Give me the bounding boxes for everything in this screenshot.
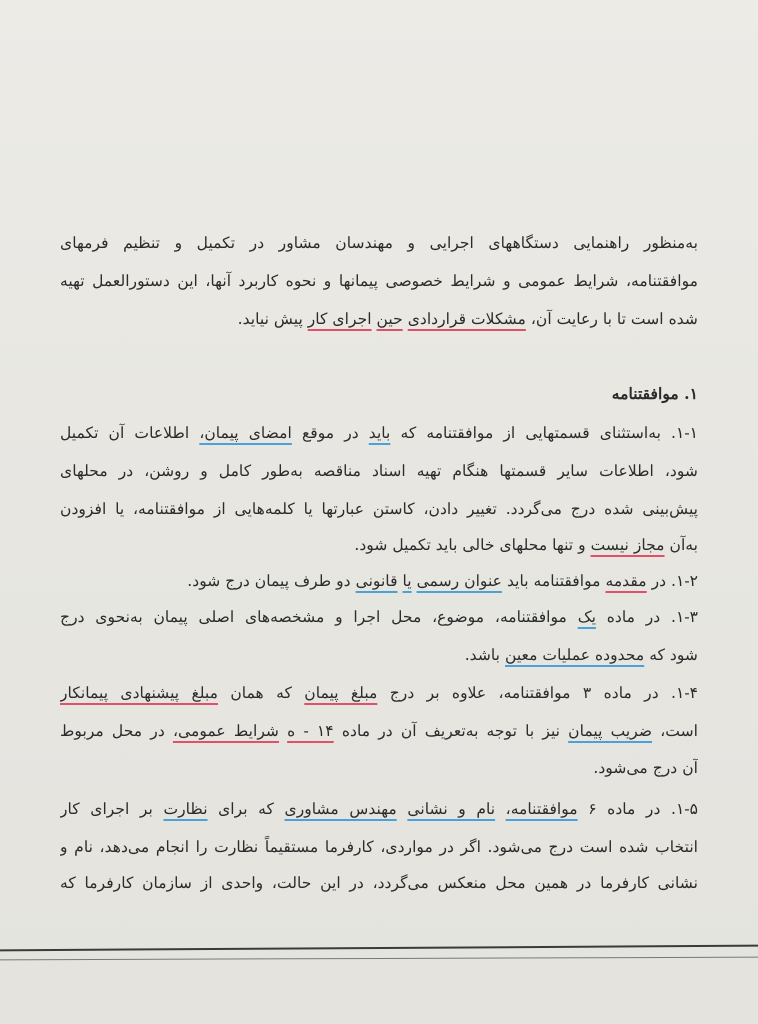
clause-text: ۱-۱. به‌استثنای قسمتهایی از موافقتنامه که xyxy=(400,424,698,442)
highlighted-phrase: مهندس مشاوری xyxy=(284,800,397,818)
highlighted-phrase: محدوده عملیات معین xyxy=(504,646,645,664)
intro-line-1 xyxy=(60,230,698,256)
highlighted-phrase: حین xyxy=(376,310,403,328)
section-heading xyxy=(60,381,698,407)
clause-1-4-line-3 xyxy=(60,755,698,781)
clause-text: باشد. xyxy=(464,646,501,664)
highlighted-phrase: مبلغ پیشنهادی پیمانکار xyxy=(60,684,218,702)
page-edge-divider xyxy=(0,957,758,961)
highlighted-phrase: اجرای کار xyxy=(307,310,372,328)
clause-text: ۱-۳. در ماده xyxy=(606,608,698,626)
intro-line-2 xyxy=(60,268,698,294)
highlighted-phrase: یک xyxy=(577,608,596,626)
highlighted-phrase: امضای پیمان، xyxy=(199,424,292,442)
highlighted-phrase: مبلغ پیمان xyxy=(304,684,378,702)
clause-text: در محل مربوط xyxy=(60,722,165,740)
clause-1-5-line-3 xyxy=(60,870,698,896)
clause-1-1-line-1 xyxy=(60,420,698,446)
highlighted-phrase: شرایط عمومی، xyxy=(172,722,279,740)
highlighted-phrase: یا xyxy=(402,572,412,590)
highlighted-phrase: ۱۴ - ه xyxy=(287,722,334,740)
highlighted-phrase: مقدمه xyxy=(605,572,647,590)
highlighted-phrase: مشکلات قراردادی xyxy=(407,310,526,328)
clause-text: است، xyxy=(660,722,698,740)
intro-text: به‌منظور راهنمایی دستگاههای اجرایی و مهندسان مشاور در تکمیل و تنظیم فرمهای xyxy=(60,234,698,252)
clause-text: که همان xyxy=(230,684,292,702)
clause-1-1-line-4 xyxy=(60,532,698,558)
clause-text: پیش‌بینی شده درج می‌گردد. تغییر دادن، کاستن عبارتها یا کلمه‌هایی از موافقتنامه، یا افزودن xyxy=(60,500,698,518)
clause-1-3-line-1 xyxy=(60,604,698,630)
clause-text: و تنها محلهای خالی باید تکمیل شود. xyxy=(354,536,586,554)
highlighted-phrase: عنوان رسمی xyxy=(416,572,502,590)
highlighted-phrase: ضریب پیمان xyxy=(568,722,653,740)
clause-1-5-line-1 xyxy=(60,796,698,822)
page-edge-divider xyxy=(0,945,758,952)
clause-text: موافقتنامه باید xyxy=(506,572,601,590)
highlighted-phrase: نظارت xyxy=(163,800,208,818)
clause-text: نیز با توجه به‌تعریف آن در ماده xyxy=(341,722,560,740)
clause-text: موافقتنامه، موضوع، محل اجرا و مشخصه‌های اصلی پیمان به‌نحوی درج xyxy=(60,608,567,626)
intro-text: شده است تا با رعایت آن، xyxy=(530,310,698,328)
clause-text: انتخاب شده است درج می‌شود. اگر در مواردی، کارفرما مستقیماً نظارت را انجام می‌دهد، نام و xyxy=(60,838,698,856)
intro-text: موافقتنامه، شرایط عمومی و شرایط خصوصی پیمانها و نحوه کاربرد آنها، این دستورالعمل تهیه xyxy=(60,272,698,290)
highlighted-phrase: باید xyxy=(368,424,391,442)
highlighted-phrase: نام و نشانی xyxy=(407,800,496,818)
clause-1-2-line-1 xyxy=(60,568,698,594)
clause-1-3-line-2 xyxy=(60,642,698,668)
clause-text: ۱-۵. در ماده ۶ xyxy=(588,800,698,818)
clause-text: آن درج می‌شود. xyxy=(593,759,698,777)
intro-text: پیش نیاید. xyxy=(237,310,303,328)
clause-text: ۱-۲. در xyxy=(651,572,698,590)
clause-1-4-line-1 xyxy=(60,680,698,706)
clause-text: نشانی کارفرما در همین محل منعکس می‌گردد، در این حالت، واحدی از سازمان کارفرما که xyxy=(60,874,698,892)
clause-text: به‌آن xyxy=(669,536,698,554)
clause-text: بر اجرای کار xyxy=(60,800,153,818)
highlighted-phrase: مجاز نیست xyxy=(590,536,665,554)
clause-text: در موقع xyxy=(301,424,359,442)
clause-1-4-line-2 xyxy=(60,718,698,744)
clause-1-1-line-2 xyxy=(60,458,698,484)
clause-text: شود که xyxy=(649,646,698,664)
intro-line-3 xyxy=(60,306,698,332)
section-title: ۱. موافقتنامه xyxy=(611,384,698,403)
clause-1-1-line-3 xyxy=(60,496,698,522)
highlighted-phrase: موافقتنامه، xyxy=(505,800,578,818)
clause-text: دو طرف پیمان درج شود. xyxy=(187,572,351,590)
clause-text: که برای xyxy=(218,800,274,818)
clause-text: ۱-۴. در ماده ۳ موافقتنامه، علاوه بر درج xyxy=(389,684,698,702)
highlighted-phrase: قانونی xyxy=(355,572,398,590)
clause-1-5-line-2 xyxy=(60,834,698,860)
clause-text: شود، اطلاعات سایر قسمتها هنگام تهیه اسناد مناقصه به‌طور کامل و روشن، در محلهای xyxy=(60,462,698,480)
clause-text: اطلاعات آن تکمیل xyxy=(60,424,190,442)
